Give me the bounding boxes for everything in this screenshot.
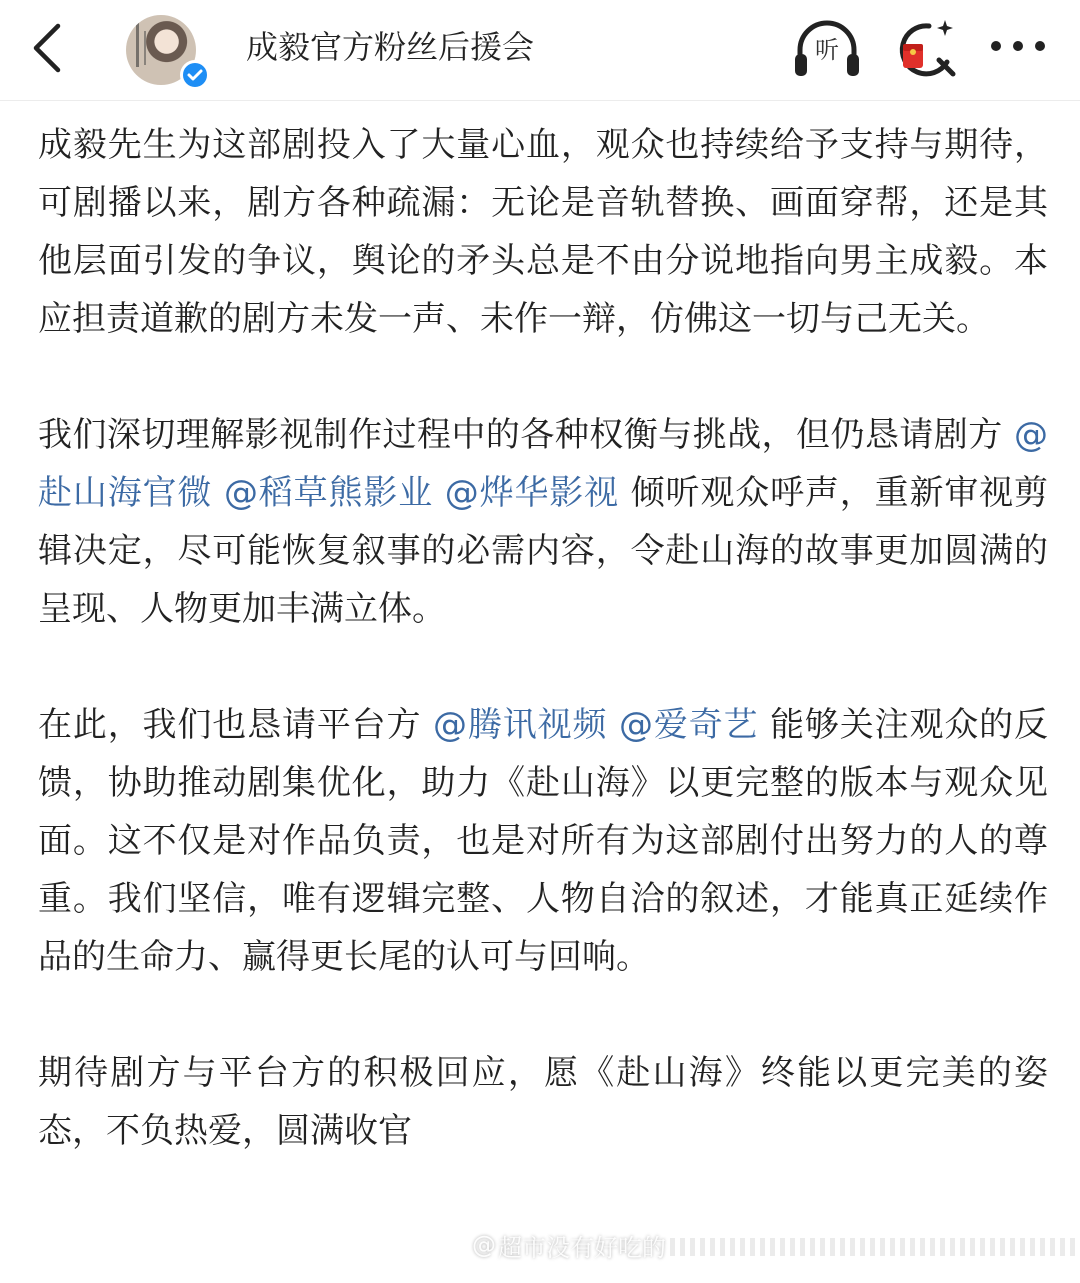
watermark-at: @ [472,1231,496,1259]
paragraph-2-text-a: 我们深切理解影视制作过程中的各种权衡与挑战，但仍恳请剧方 [38,415,1014,455]
more-icon [986,28,1050,68]
bottom-fade-overlay [670,1238,1078,1256]
paragraph-2-text-b: 倾听观众呼声，重新审视剪辑决定，尽可能恢复叙事的必需内容，令赴山海的故事更加圆满的呈现、人物更加丰满立体。 [38,473,1049,629]
mention-tencent-video[interactable]: @腾讯视频 [433,705,608,745]
paragraph-2 [38,406,1048,638]
post-body [38,116,1048,1160]
weibo-watermark [440,1224,666,1266]
paragraph-gap [38,986,1048,1044]
paragraph-3-text-a: 在此，我们也恳请平台方 [38,705,434,745]
mention-yehua-film[interactable]: @烨华影视 [444,473,619,513]
watermark-username: 超市没有好吃的 [498,1233,666,1262]
more-button[interactable] [986,28,1050,68]
paragraph-gap [38,638,1048,696]
mention-fushanhai-official[interactable]: @赴山海官微 [38,415,1048,513]
paragraph-gap [38,348,1048,406]
listen-label: 听 [815,36,839,64]
weibo-logo-icon [440,1235,466,1255]
back-button[interactable] [26,20,70,76]
mention-daocaoxiong-film[interactable]: @稻草熊影业 [223,473,434,513]
top-nav-bar [0,0,1080,101]
mention-iqiyi[interactable]: @爱奇艺 [618,705,759,745]
account-name[interactable]: 成毅官方粉丝后援会 [246,28,535,66]
paragraph-4: 期待剧方与平台方的积极回应，愿《赴山海》终能以更完美的姿态，不负热爱，圆满收官 [38,1053,1048,1151]
paragraph-3 [38,696,1048,986]
red-packet-icon [895,16,959,82]
listen-button[interactable] [792,16,862,82]
red-packet-button[interactable] [895,16,959,82]
paragraph-3-text-b: 能够关注观众的反馈，协助推动剧集优化，助力《赴山海》以更完整的版本与观众见面。这不仅是对作品负责，也是对所有为这部剧付出努力的人的尊重。我们坚信，唯有逻辑完整、人物自洽的叙述，才能真正延续作品的生命力、赢得更长尾的认可与回响。 [38,705,1049,977]
avatar-calligraphy-2 [144,31,154,65]
chevron-left-icon [26,20,70,76]
verified-badge-icon [180,60,210,90]
paragraph-1: 成毅先生为这部剧投入了大量心血，观众也持续给予支持与期待，可剧播以来，剧方各种疏漏：无论是音轨替换、画面穿帮，还是其他层面引发的争议，舆论的矛头总是不由分说地指向男主成毅。本应担责道歉的剧方未发一声、未作一辩，仿佛这一切与己无关。 [38,125,1048,339]
